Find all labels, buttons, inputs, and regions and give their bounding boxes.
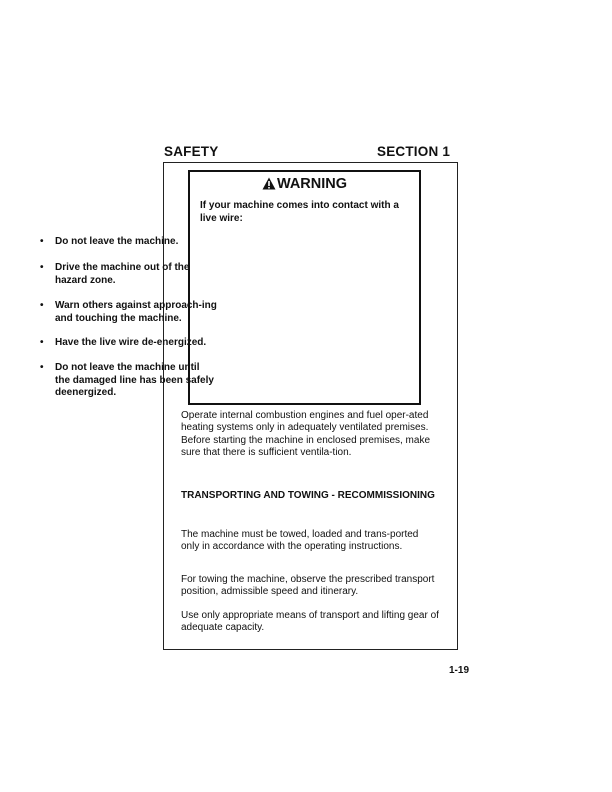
warning-bullet <box>40 300 225 325</box>
bullet-text: Drive the machine out of the hazard zone. <box>55 262 190 286</box>
warning-title: WARNING <box>276 176 348 192</box>
transport-subheading: TRANSPORTING AND TOWING - RECOMMISSIONING <box>181 490 435 501</box>
bullet-dot: • <box>40 236 44 247</box>
transport-position-paragraph: For towing the machine, observe the prescribed transport position, admissible speed and itinerary. <box>181 574 435 598</box>
bullet-dot: • <box>40 362 44 373</box>
bullet-text: Warn others against approach-ing and touching the machine. <box>55 300 217 324</box>
bullet-text: Do not leave the machine. <box>55 236 179 247</box>
warning-bullet <box>40 262 225 287</box>
warning-heading <box>190 176 419 192</box>
bullet-text: Have the live wire de-energized. <box>55 337 207 348</box>
warning-bullet <box>40 337 225 350</box>
ventilation-paragraph: Operate internal combustion engines and fuel oper-ated heating systems only in adequately ventilated premises. Before starting the machine in enclosed premises, make sure that there is sufficient ventila-tion. <box>181 410 431 459</box>
section-title: SAFETY <box>164 144 219 159</box>
section-number: SECTION 1 <box>377 144 451 159</box>
warning-bullet <box>40 362 225 400</box>
towing-paragraph: The machine must be towed, loaded and trans-ported only in accordance with the operating instructions. <box>181 529 419 553</box>
page-number: 1-19 <box>449 665 470 676</box>
bullet-dot: • <box>40 300 44 311</box>
lifting-gear-paragraph: Use only appropriate means of transport and lifting gear of adequate capacity. <box>181 610 439 634</box>
warning-triangle-icon <box>262 177 276 190</box>
warning-intro: If your machine comes into contact with a live wire: <box>200 200 399 224</box>
warning-bullet <box>40 236 225 249</box>
bullet-dot: • <box>40 337 44 348</box>
bullet-text: Do not leave the machine until the damaged line has been safely deenergized. <box>55 362 214 398</box>
bullet-dot: • <box>40 262 44 273</box>
